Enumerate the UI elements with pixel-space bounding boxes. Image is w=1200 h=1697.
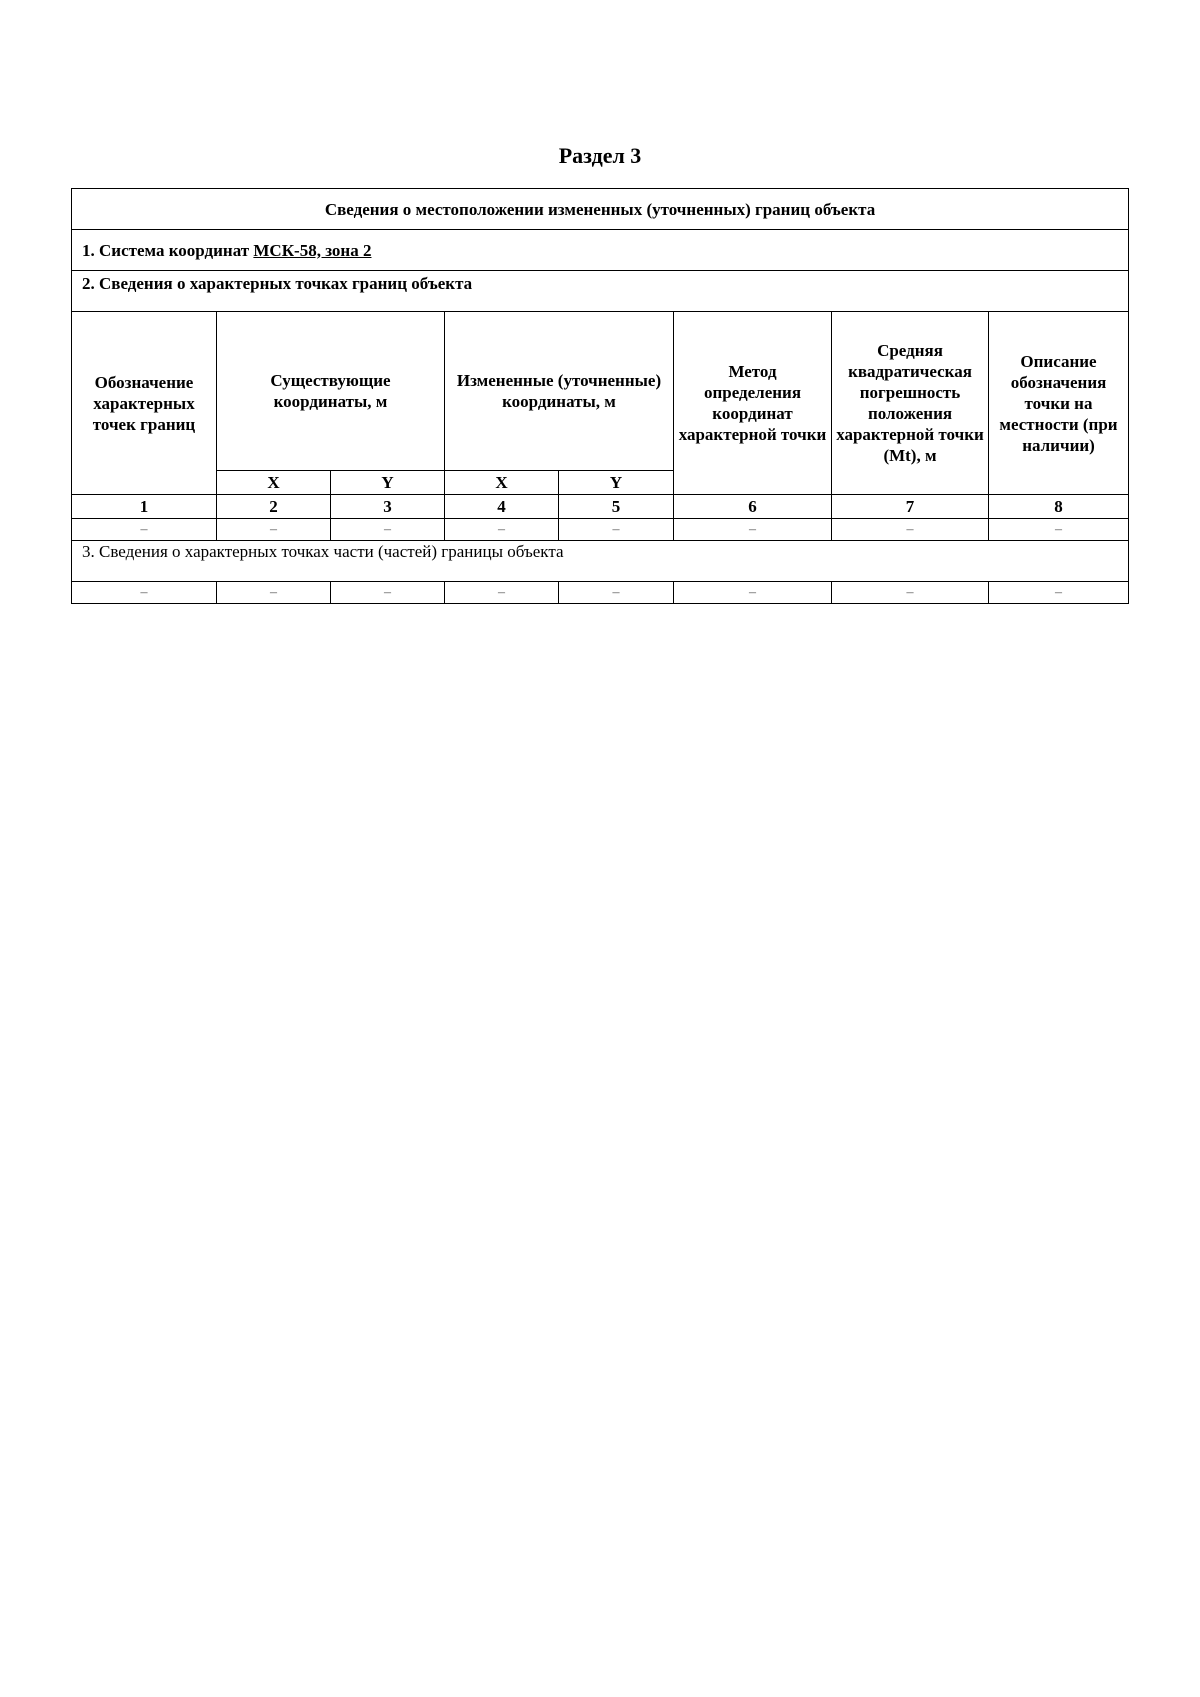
header-method: Метод определения координат характерной точки — [674, 312, 832, 495]
table-row — [72, 582, 1129, 604]
header-existing-coords: Существующие координаты, м — [217, 312, 445, 471]
header-changed-coords: Измененные (уточненные) координаты, м — [445, 312, 674, 471]
header-description: Описание обозначения точки на местности (при наличии) — [989, 312, 1129, 495]
table-cell: – — [559, 519, 674, 541]
table-title: Сведения о местоположении измененных (уточненных) границ объекта — [72, 189, 1129, 230]
page-title: Раздел 3 — [558, 143, 642, 168]
coordinate-system-row — [72, 230, 1129, 271]
coordinate-system-label: 1. Система координат — [82, 240, 254, 260]
header-designation: Обозначение характерных точек границ — [72, 312, 217, 495]
coordinate-system-value: МСК-58, зона 2 — [253, 240, 372, 260]
boundary-points-table — [71, 188, 1129, 604]
table-row — [72, 519, 1129, 541]
column-number: 8 — [989, 495, 1129, 519]
header-changed-y: Y — [559, 471, 674, 495]
table-cell: – — [445, 582, 559, 604]
table-cell: – — [832, 582, 989, 604]
column-number: 2 — [217, 495, 331, 519]
column-number: 6 — [674, 495, 832, 519]
table-cell: – — [989, 519, 1129, 541]
table-cell: – — [559, 582, 674, 604]
table-cell: – — [832, 519, 989, 541]
table-cell: – — [674, 519, 832, 541]
section2-title: 2. Сведения о характерных точках границ объекта — [72, 271, 1129, 312]
table-cell: – — [989, 582, 1129, 604]
section3-title: 3. Сведения о характерных точках части (частей) границы объекта — [72, 541, 1129, 582]
table-cell: – — [217, 582, 331, 604]
header-existing-y: Y — [331, 471, 445, 495]
table-cell: – — [445, 519, 559, 541]
column-number: 3 — [331, 495, 445, 519]
table-cell: – — [674, 582, 832, 604]
table-cell: – — [217, 519, 331, 541]
header-existing-x: X — [217, 471, 331, 495]
table-cell: – — [331, 582, 445, 604]
table-cell: – — [72, 582, 217, 604]
column-number: 5 — [559, 495, 674, 519]
header-rms-error: Средняя квадратическая погрешность положения характерной точки (Mt), м — [832, 312, 989, 495]
table-cell: – — [72, 519, 217, 541]
column-number-row — [72, 495, 1129, 519]
table-cell: – — [331, 519, 445, 541]
column-number: 4 — [445, 495, 559, 519]
column-number: 7 — [832, 495, 989, 519]
header-changed-x: X — [445, 471, 559, 495]
column-number: 1 — [72, 495, 217, 519]
